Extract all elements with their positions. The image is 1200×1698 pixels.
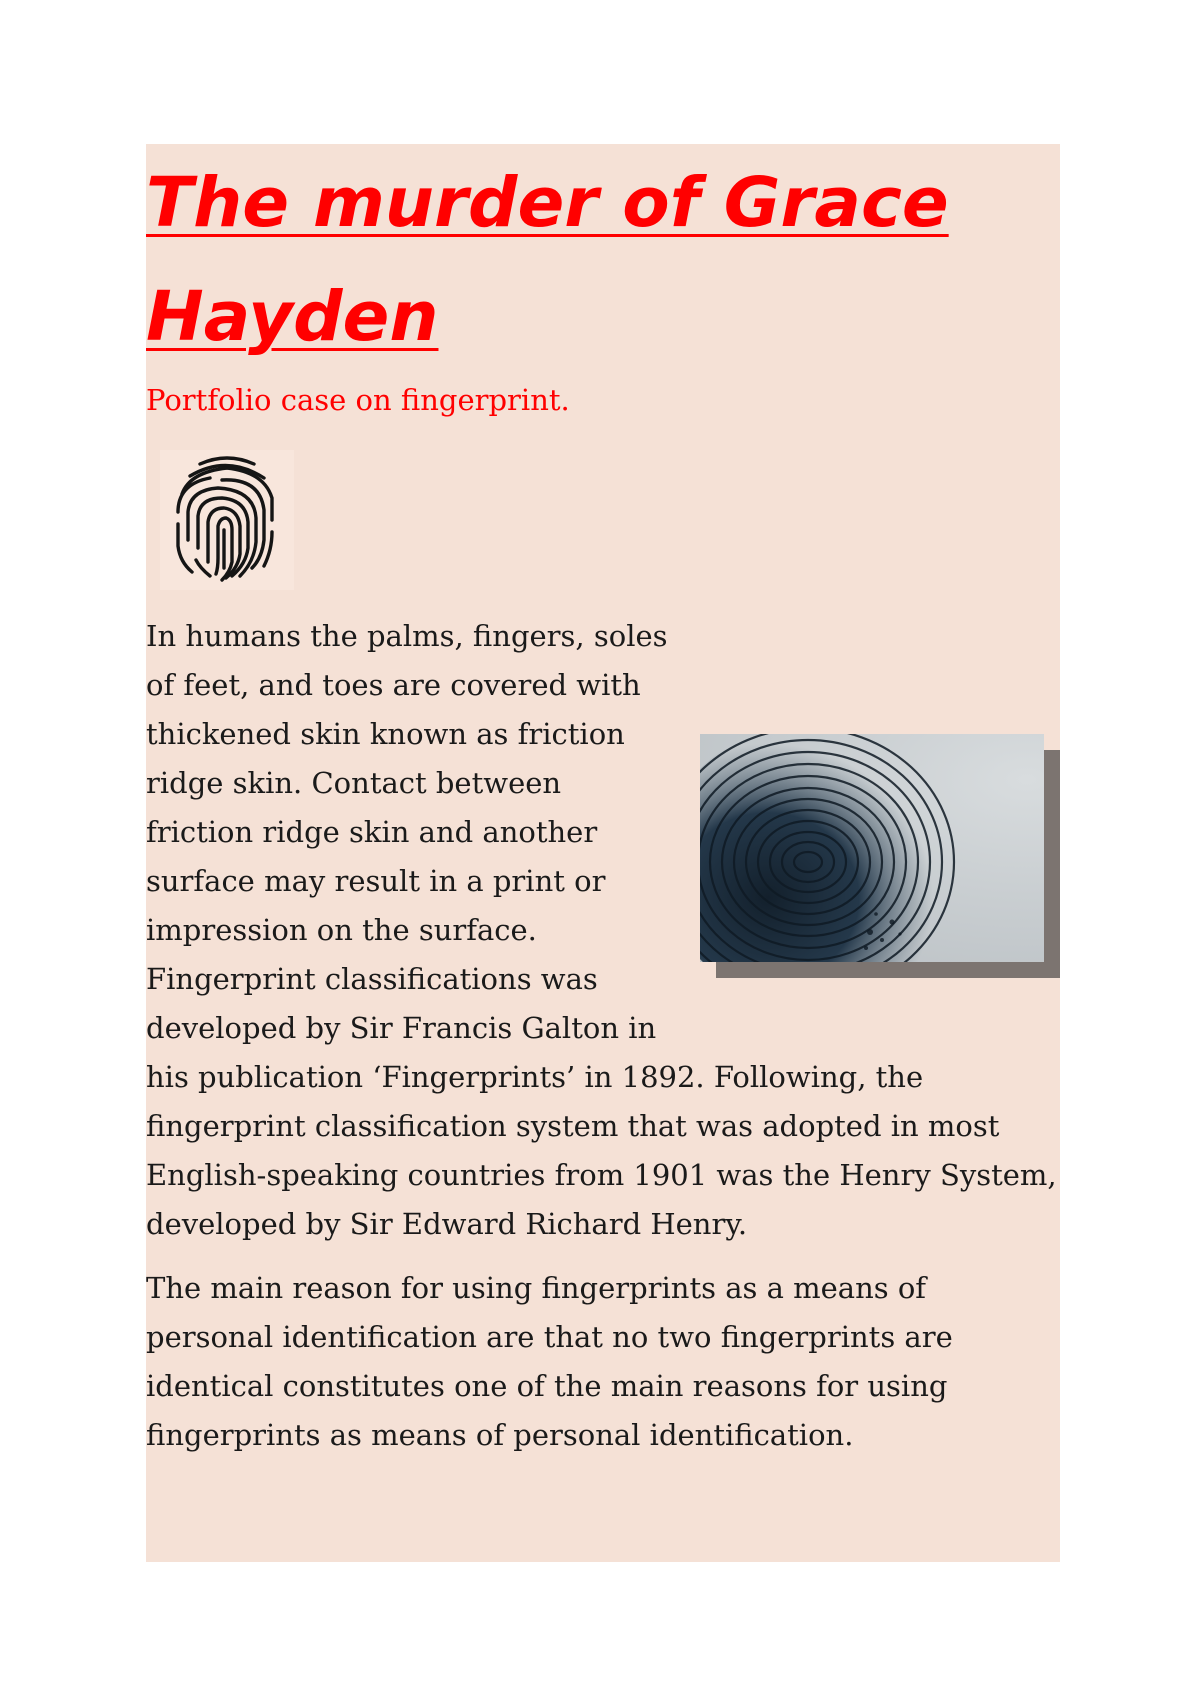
body-text xyxy=(146,612,1062,1460)
fingerprint-photo xyxy=(700,734,1044,962)
document-subtitle: Portfolio case on fingerprint. xyxy=(146,383,570,417)
paragraph-1: In humans the palms, fingers, soles of feet, and toes are covered with thickened skin known as friction ridge skin. Contact between friction ridge skin and another surface may result in a print or impression on the surface. Fingerprint classifications was developed by Sir Francis Galton in his publication ‘Fingerprints’ in 1892. Following, the fingerprint classification system that was adopted in most English-speaking countries from 1901 was the Henry System, developed by Sir Edward Richard Henry. xyxy=(146,619,1057,1241)
paragraph-2: The main reason for using fingerprints as a means of personal identification are that no two fingerprints are identical constitutes one of the main reasons for using fingerprints as means of personal identification. xyxy=(146,1271,953,1452)
document-title: The murder of Grace Hayden xyxy=(146,163,949,357)
fingerprint-icon xyxy=(160,450,294,590)
fingerprint-photo-frame xyxy=(700,734,1062,1042)
